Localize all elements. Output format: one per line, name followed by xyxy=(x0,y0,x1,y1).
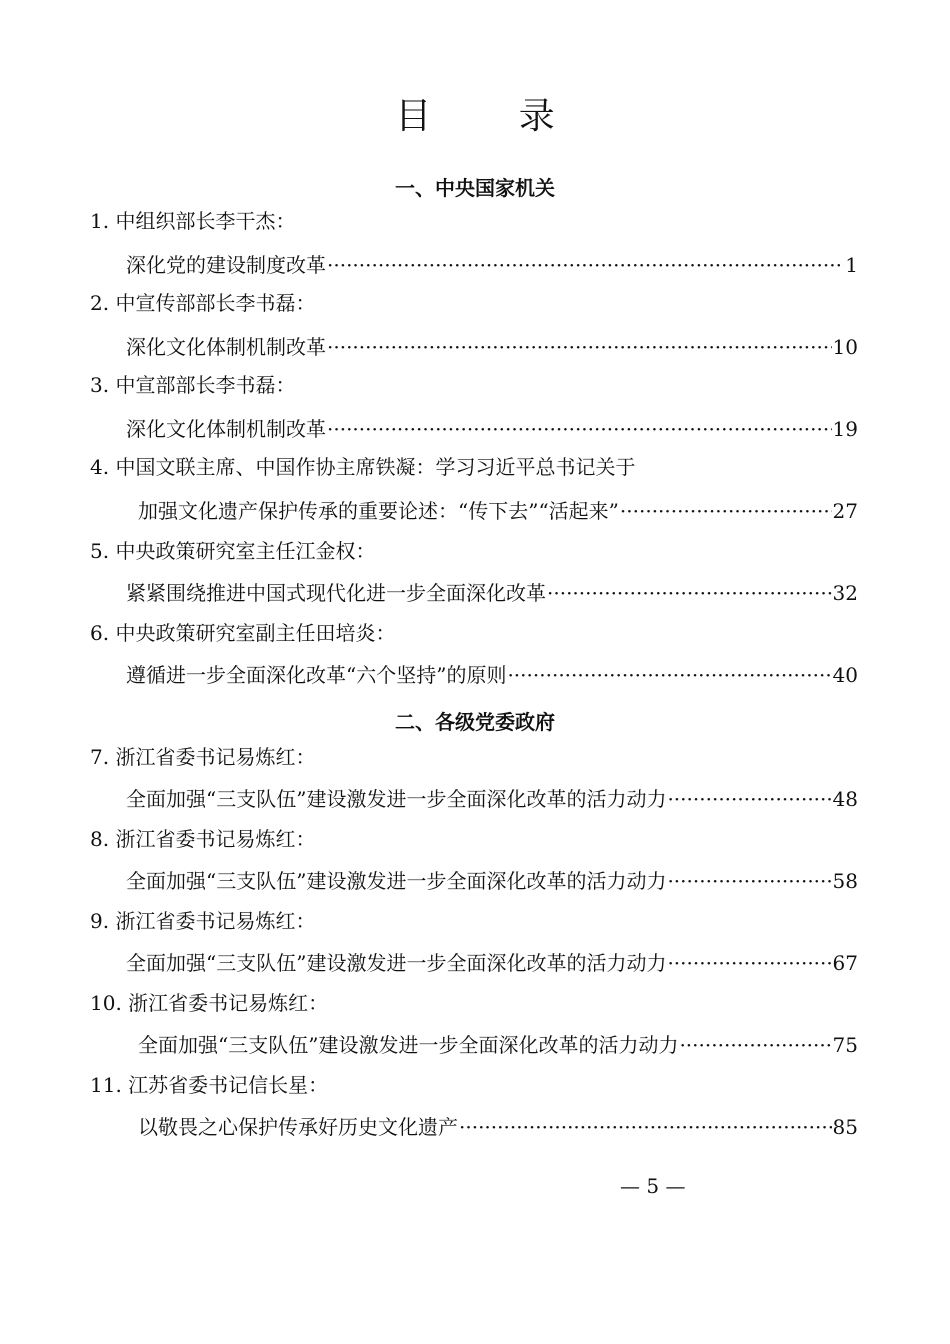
toc-author: 中组织部长李干杰： xyxy=(115,209,296,233)
toc-author-line xyxy=(90,370,295,400)
toc-number: 9. xyxy=(90,909,110,933)
dot-leader xyxy=(679,1030,831,1060)
dot-leader xyxy=(327,332,832,362)
toc-author-line xyxy=(90,906,315,936)
toc-author-line xyxy=(90,536,375,566)
toc-entry-title: 加强文化遗产保护传承的重要论述：“传下去”“活起来” xyxy=(138,499,619,523)
toc-number: 1. xyxy=(90,209,110,233)
toc-page-number: 10 xyxy=(832,335,858,359)
dot-leader xyxy=(327,250,844,280)
toc-entry-title: 深化文化体制机制改革 xyxy=(126,417,326,441)
dot-leader xyxy=(667,784,831,814)
toc-author-line xyxy=(90,1070,328,1100)
toc-page-number: 75 xyxy=(832,1033,858,1057)
toc-author-line xyxy=(90,824,315,854)
toc-entry[interactable] xyxy=(138,496,858,526)
toc-author-line xyxy=(90,742,315,772)
toc-entry-title: 紧紧围绕推进中国式现代化进一步全面深化改革 xyxy=(126,581,546,605)
toc-author: 中宣部部长李书磊： xyxy=(115,373,296,397)
toc-entry-title: 遵循进一步全面深化改革“六个坚持”的原则 xyxy=(126,663,507,687)
toc-entry-title: 全面加强“三支队伍”建设激发进一步全面深化改革的活力动力 xyxy=(138,1033,679,1057)
page-number-footer: — 5 — xyxy=(620,1174,686,1198)
toc-entry-title: 以敬畏之心保护传承好历史文化遗产 xyxy=(138,1115,458,1139)
toc-author: 浙江省委书记易炼红： xyxy=(115,745,316,769)
toc-entry[interactable] xyxy=(126,250,858,280)
toc-author: 中宣传部部长李书磊： xyxy=(115,291,316,315)
toc-author: 中央政策研究室主任江金权： xyxy=(115,539,376,563)
toc-author: 浙江省委书记易炼红： xyxy=(115,909,316,933)
dot-leader xyxy=(327,414,832,444)
dot-leader xyxy=(459,1112,832,1142)
toc-page-number: 19 xyxy=(832,417,858,441)
toc-entry[interactable] xyxy=(126,948,858,978)
toc-number: 4. xyxy=(90,455,110,479)
toc-author-line xyxy=(90,618,395,648)
dot-leader xyxy=(667,866,831,896)
dot-leader xyxy=(620,496,832,526)
toc-entry[interactable] xyxy=(126,866,858,896)
toc-entry[interactable] xyxy=(126,578,858,608)
page-title: 目 录 xyxy=(395,96,593,137)
dot-leader xyxy=(507,660,831,690)
toc-page-number: 40 xyxy=(832,663,858,687)
toc-number: 6. xyxy=(90,621,110,645)
toc-entry-title: 全面加强“三支队伍”建设激发进一步全面深化改革的活力动力 xyxy=(126,869,667,893)
toc-entry[interactable] xyxy=(126,332,858,362)
section-heading-central: 一、中央国家机关 xyxy=(395,176,555,200)
toc-entry[interactable] xyxy=(126,414,858,444)
toc-entry-title: 全面加强“三支队伍”建设激发进一步全面深化改革的活力动力 xyxy=(126,951,667,975)
toc-number: 10. xyxy=(90,991,122,1015)
toc-author-line xyxy=(90,206,295,236)
toc-page-number: 48 xyxy=(832,787,858,811)
dot-leader xyxy=(667,948,831,978)
toc-author-line xyxy=(90,452,635,482)
toc-page-number: 85 xyxy=(832,1115,858,1139)
toc-page-number: 27 xyxy=(832,499,858,523)
toc-entry[interactable] xyxy=(126,784,858,814)
toc-author: 中央政策研究室副主任田培炎： xyxy=(115,621,396,645)
toc-entry-title: 深化文化体制机制改革 xyxy=(126,335,326,359)
toc-number: 5. xyxy=(90,539,110,563)
section-heading-local: 二、各级党委政府 xyxy=(395,710,555,734)
toc-entry[interactable] xyxy=(126,660,858,690)
toc-entry[interactable] xyxy=(138,1030,858,1060)
toc-author: 中国文联主席、中国作协主席铁凝：学习习近平总书记关于 xyxy=(115,455,636,479)
toc-page-number: 1 xyxy=(845,253,858,277)
toc-entry-title: 深化党的建设制度改革 xyxy=(126,253,326,277)
toc-number: 7. xyxy=(90,745,110,769)
toc-number: 8. xyxy=(90,827,110,851)
toc-author-line xyxy=(90,988,328,1018)
toc-author: 浙江省委书记易炼红： xyxy=(115,827,316,851)
toc-page-number: 58 xyxy=(832,869,858,893)
toc-number: 2. xyxy=(90,291,110,315)
toc-author: 江苏省委书记信长星： xyxy=(128,1073,329,1097)
dot-leader xyxy=(547,578,832,608)
toc-entry-title: 全面加强“三支队伍”建设激发进一步全面深化改革的活力动力 xyxy=(126,787,667,811)
toc-page-number: 32 xyxy=(832,581,858,605)
toc-number: 11. xyxy=(90,1073,122,1097)
toc-author-line xyxy=(90,288,315,318)
toc-entry[interactable] xyxy=(138,1112,858,1142)
toc-author: 浙江省委书记易炼红： xyxy=(128,991,329,1015)
toc-page-number: 67 xyxy=(832,951,858,975)
toc-number: 3. xyxy=(90,373,110,397)
